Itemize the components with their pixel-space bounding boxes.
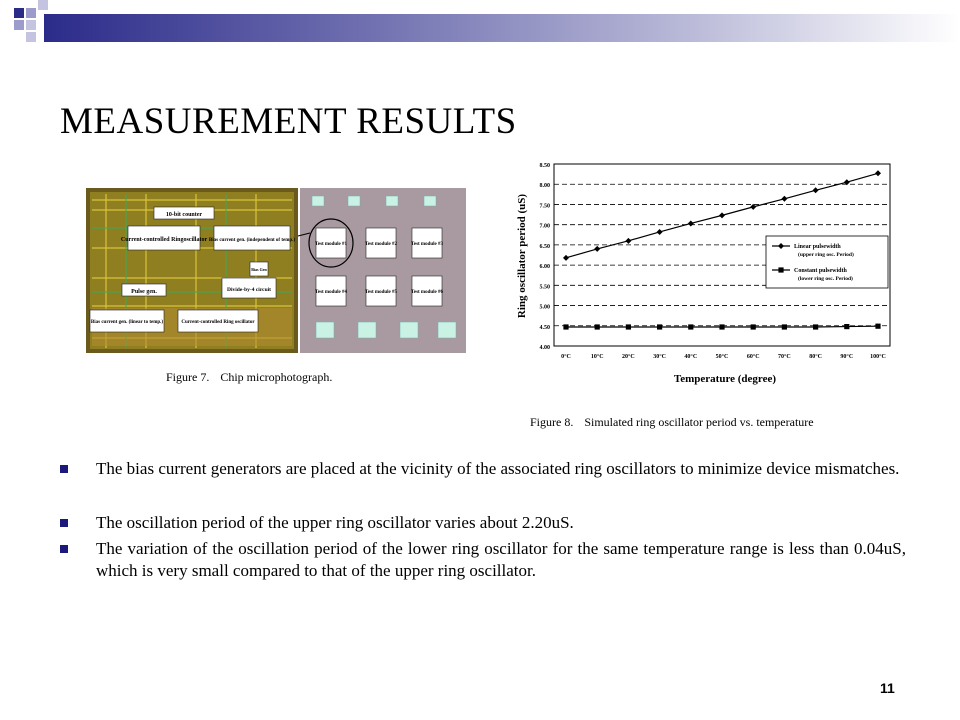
series-point-diamond [719,212,725,218]
label-bias-gen: Bias Gen [251,267,267,272]
x-tick-label: 60°C [746,354,760,360]
figure7-caption-label: Figure 7. [166,370,210,384]
label-test4: Test module #4 [314,290,348,295]
series-point-square [719,324,724,329]
series-point-diamond [875,170,881,176]
x-tick-label: 20°C [622,354,635,360]
figure8-caption-label: Figure 8. [530,415,574,429]
label-test5: Test module #5 [364,290,398,295]
bullet-square-icon [60,465,68,473]
x-tick-label: 10°C [590,354,604,360]
series-point-diamond [688,220,694,226]
bullet-square-icon [60,545,68,553]
label-test6: Test module #6 [410,290,444,295]
bullet-text: The variation of the oscillation period of the lower ring oscillator for the same temperature range is less than 0.04uS, which is very small compared to that of the upper ring oscillator. [96,539,906,580]
label-counter: 10-bit counter [165,212,203,218]
series-point-diamond [563,255,569,261]
y-tick-label: 7.00 [539,223,550,230]
series-point-diamond [813,187,819,193]
figure7-caption-text: Chip microphotograph. [220,370,333,384]
label-bias-lower: Bias current gen. (linear to temp.) [90,320,164,325]
x-tick-label: 0°C [561,354,571,360]
label-cco-upper: Current-controlled Ringoscillator [120,237,208,243]
y-tick-label: 4.00 [539,345,550,351]
y-tick-label: 8.50 [539,163,550,169]
bullet-text: The oscillation period of the upper ring oscillator varies about 2.20uS. [96,513,574,532]
y-tick-label: 7.50 [539,203,550,210]
series-point-square [688,324,693,329]
page-number: 11 [880,680,895,696]
slide-title: MEASUREMENT RESULTS [60,101,517,142]
series-point-square [751,324,756,329]
series-point-square [813,324,818,329]
series-point-diamond [594,246,600,252]
series-point-square [626,324,631,329]
x-tick-label: 50°C [715,354,729,360]
bullet-item [60,512,906,534]
series-point-square [875,324,880,329]
chart-legend [766,236,888,288]
figure8-caption-text: Simulated ring oscillator period vs. temperature [584,415,814,429]
series-point-square [563,324,568,329]
x-tick-label: 30°C [653,354,666,360]
bullet-item [60,538,906,582]
bullet-text: The bias current generators are placed at the vicinity of the associated ring oscillators to minimize device mismatches. [96,459,900,478]
legend-marker-square [778,267,783,272]
legend-label: Linear pulsewidth [794,244,841,250]
legend-label: Constant pulsewidth [794,268,847,274]
label-test1: Test module #1 [314,242,348,247]
series-point-diamond [625,238,631,244]
x-tick-label: 90°C [840,354,854,360]
bullet-item [60,458,906,480]
x-tick-label: 40°C [684,354,698,360]
label-divider: Divide-by-4 circuit [226,287,272,293]
period-temperature-chart [510,156,900,396]
y-tick-label: 4.50 [539,324,550,331]
label-pulse: Pulse gen. [131,289,157,295]
series-point-square [595,324,600,329]
series-point-square [657,324,662,329]
legend-sublabel: (lower ring osc. Period) [798,276,853,282]
chart-xlabel: Temperature (degree) [673,373,777,385]
label-cco-lower: Current-controlled Ring oscillator [181,320,255,325]
y-tick-label: 6.50 [539,243,550,250]
series-point-square [844,324,849,329]
series-point-diamond [657,229,663,235]
figure8-caption [530,415,822,430]
series-point-diamond [781,196,787,202]
label-test3: Test module #3 [410,242,444,247]
label-bias-upper: Bias current gen. (independent of temp.) [208,238,296,243]
series-point-square [782,324,787,329]
chart-ylabel: Ring oscillator period (uS) [516,193,528,319]
x-tick-label: 70°C [778,354,791,360]
y-tick-label: 5.00 [539,304,550,311]
chip-microphotograph [86,188,466,353]
figure7-caption [166,370,340,385]
y-tick-label: 8.00 [539,183,550,190]
y-tick-label: 6.00 [539,264,550,271]
bullet-square-icon [60,519,68,527]
label-test2: Test module #2 [364,242,398,247]
bullet-list [60,458,906,582]
y-tick-label: 5.50 [539,284,550,291]
x-tick-label: 80°C [809,354,822,360]
legend-sublabel: (upper ring osc. Period) [798,252,854,258]
x-tick-label: 100°C [870,354,886,360]
header-bar [44,14,960,42]
